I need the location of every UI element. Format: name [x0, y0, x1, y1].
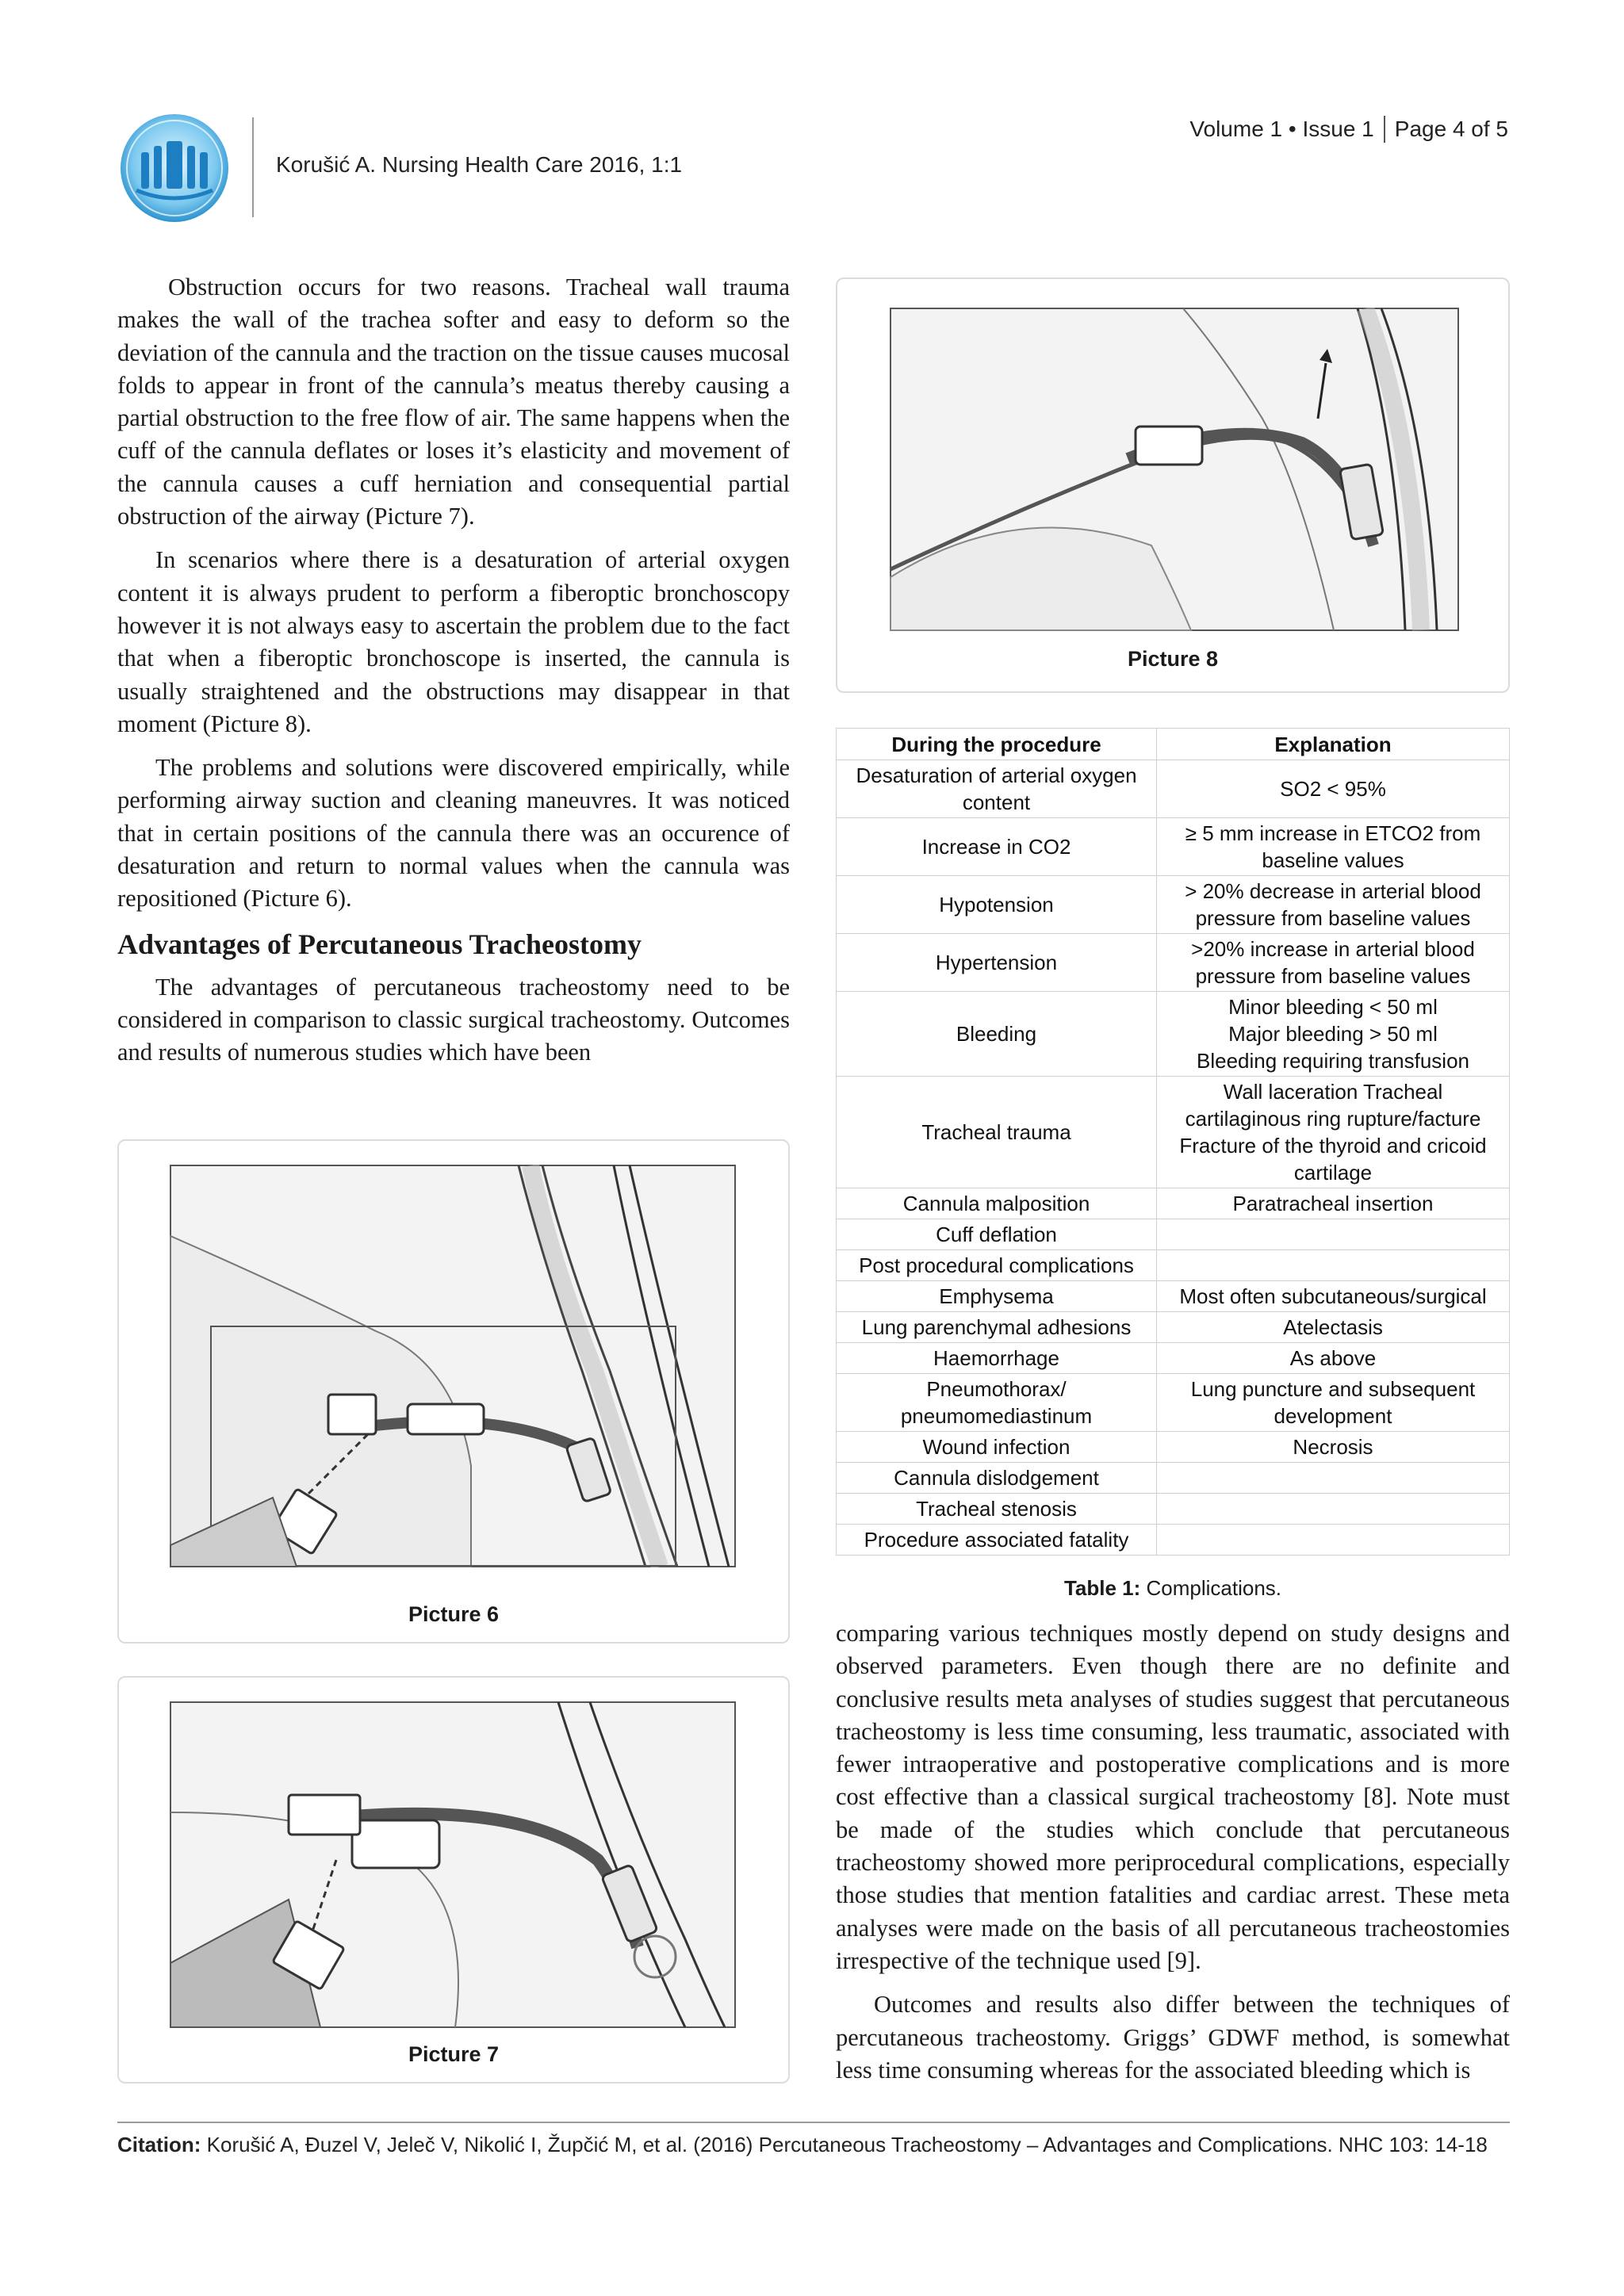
table-row — [837, 760, 1510, 818]
table-cell-explanation: >20% increase in arterial blood pressure from baseline values — [1157, 934, 1510, 992]
table-cell-procedure: Hypertension — [837, 934, 1157, 992]
table-cell-explanation: > 20% decrease in arterial blood pressure from baseline values — [1157, 876, 1510, 934]
journal-logo-icon — [117, 111, 232, 225]
table-row — [837, 876, 1510, 934]
paragraph: Obstruction occurs for two reasons. Tracheal wall trauma makes the wall of the trachea softer and easy to deform so the deviation of the cannula and the traction on the tissue causes mucosal folds to appear in front of the cannula’s meatus thereby causing a partial obstruction to the free flow of air. The same happens when the cuff of the cannula deflates or loses it’s elasticity and movement of the cannula causes a cuff herniation and consequential partial obstruction of the airway (Picture 7). — [117, 274, 790, 530]
figure-caption: Picture 8 — [1127, 647, 1219, 671]
table-row — [837, 934, 1510, 992]
table-row — [837, 1250, 1510, 1281]
table-caption — [836, 1576, 1510, 1601]
right-column — [836, 1617, 1510, 2098]
table-caption-label: Table 1: — [1063, 1576, 1141, 1600]
table-cell-procedure: Tracheal stenosis — [837, 1494, 1157, 1525]
citation-text: Korušić A, Đuzel V, Jeleč V, Nikolić I, Župčić M, et al. (2016) Percutaneous Tracheostomy – Advantages and Complications. NHC 103: 14-18 — [201, 2133, 1488, 2156]
table-cell-procedure: Lung parenchymal adhesions — [837, 1312, 1157, 1343]
figure-caption: Picture 6 — [408, 1602, 500, 1626]
table-row — [837, 1463, 1510, 1494]
table-cell-explanation: Wall laceration Tracheal cartilaginous ring rupture/facture Fracture of the thyroid and cricoid cartilage — [1157, 1077, 1510, 1188]
table-header-row — [837, 729, 1510, 760]
table-cell-explanation — [1157, 1219, 1510, 1250]
running-citation: Korušić A. Nursing Health Care 2016, 1:1 — [276, 152, 683, 177]
table-cell-procedure: Post procedural complications — [837, 1250, 1157, 1281]
figure-picture-6 — [117, 1139, 790, 1644]
column-header: During the procedure — [837, 729, 1157, 760]
complications-table — [836, 728, 1510, 1556]
table-cell-procedure: Haemorrhage — [837, 1343, 1157, 1374]
tracheostomy-illustration-6 — [170, 1165, 736, 1567]
table-cell-explanation: Paratracheal insertion — [1157, 1188, 1510, 1219]
table-cell-procedure: Cannula dislodgement — [837, 1463, 1157, 1494]
paragraph: Outcomes and results also differ between the techniques of percutaneous tracheostomy. Griggs’ GDWF method, is somewhat less time consuming whereas for the associated bleeding which is — [836, 1991, 1510, 2084]
table-row — [837, 1525, 1510, 1556]
citation-footer — [117, 2133, 1521, 2157]
figure-caption: Picture 7 — [408, 2042, 500, 2066]
left-column — [117, 271, 790, 1081]
section-heading: Advantages of Percutaneous Tracheostomy — [117, 928, 642, 960]
table-cell-explanation — [1157, 1494, 1510, 1525]
page-number: Page 4 of 5 — [1394, 117, 1508, 141]
table-row — [837, 1343, 1510, 1374]
tracheostomy-illustration-7 — [170, 1701, 736, 2028]
table-cell-procedure: Hypotension — [837, 876, 1157, 934]
table-cell-procedure: Increase in CO2 — [837, 818, 1157, 876]
table-body — [837, 760, 1510, 1556]
table-cell-procedure: Emphysema — [837, 1281, 1157, 1312]
volume-issue: Volume 1 • Issue 1 — [1189, 117, 1374, 141]
table-cell-explanation: SO2 < 95% — [1157, 760, 1510, 818]
table-row — [837, 1281, 1510, 1312]
citation-label: Citation: — [117, 2133, 201, 2156]
table-cell-explanation: As above — [1157, 1343, 1510, 1374]
table-row — [837, 1077, 1510, 1188]
paragraph: In scenarios where there is a desaturation of arterial oxygen content it is always prudent to perform a fiberoptic bronchoscopy however it is not always easy to ascertain the problem due to the fact that when a fiberoptic bronchoscope is inserted, the cannula is usually straightened and the obstructions may disappear in that moment (Picture 8). — [117, 546, 790, 737]
figure-picture-7 — [117, 1676, 790, 2084]
table-cell-explanation — [1157, 1250, 1510, 1281]
table-cell-procedure: Cuff deflation — [837, 1219, 1157, 1250]
table-row — [837, 1219, 1510, 1250]
table-row — [837, 992, 1510, 1077]
table-cell-procedure: Cannula malposition — [837, 1188, 1157, 1219]
table-cell-procedure: Procedure associated fatality — [837, 1525, 1157, 1556]
table-cell-explanation — [1157, 1463, 1510, 1494]
table-cell-explanation: ≥ 5 mm increase in ETCO2 from baseline values — [1157, 818, 1510, 876]
paragraph: The advantages of percutaneous tracheostomy need to be considered in comparison to classic surgical tracheostomy. Outcomes and results of numerous studies which have been — [117, 973, 790, 1066]
column-header: Explanation — [1157, 729, 1510, 760]
table-row — [837, 818, 1510, 876]
table-cell-procedure: Bleeding — [837, 992, 1157, 1077]
table-cell-explanation: Necrosis — [1157, 1432, 1510, 1463]
page-header — [0, 0, 1624, 230]
table-row — [837, 1494, 1510, 1525]
page-info-divider — [1384, 116, 1385, 143]
table-cell-procedure: Wound infection — [837, 1432, 1157, 1463]
table-cell-explanation: Lung puncture and subsequent development — [1157, 1374, 1510, 1432]
table-row — [837, 1188, 1510, 1219]
page-info — [1189, 116, 1508, 143]
table-cell-procedure: Tracheal trauma — [837, 1077, 1157, 1188]
tracheostomy-illustration-8 — [890, 308, 1459, 631]
table-cell-procedure: Desaturation of arterial oxygen content — [837, 760, 1157, 818]
table-row — [837, 1432, 1510, 1463]
table-cell-explanation: Minor bleeding < 50 ml Major bleeding > 50 ml Bleeding requiring transfusion — [1157, 992, 1510, 1077]
table-row — [837, 1312, 1510, 1343]
header-divider — [252, 117, 254, 217]
table-cell-procedure: Pneumothorax/ pneumomediastinum — [837, 1374, 1157, 1432]
table-cell-explanation: Most often subcutaneous/surgical — [1157, 1281, 1510, 1312]
table-cell-explanation: Atelectasis — [1157, 1312, 1510, 1343]
paragraph: comparing various techniques mostly depend on study designs and observed parameters. Even though there are no definite and conclusive results meta analyses of studies suggest that percutaneous tracheostomy is less time consuming, less traumatic, associated with fewer intraoperative and postoperative complications and is more cost effective than a classical surgical tracheostomy [8]. Note must be made of the studies which conclude that percutaneous tracheostomy showed more periprocedural complications, especially those studies that mention fatalities and cardiac arrest. These meta analyses were made on the basis of all percutaneous tracheostomies irrespective of the technique used [9]. — [836, 1620, 1510, 1974]
table-row — [837, 1374, 1510, 1432]
paragraph: The problems and solutions were discovered empirically, while performing airway suction and cleaning maneuvres. It was noticed that in certain positions of the cannula there was an occurence of desaturation and return to normal values when the cannula was repositioned (Picture 6). — [117, 754, 790, 913]
footer-divider — [117, 2122, 1510, 2123]
table-caption-text: Complications. — [1140, 1576, 1282, 1600]
table-cell-explanation — [1157, 1525, 1510, 1556]
figure-picture-8 — [836, 277, 1510, 693]
